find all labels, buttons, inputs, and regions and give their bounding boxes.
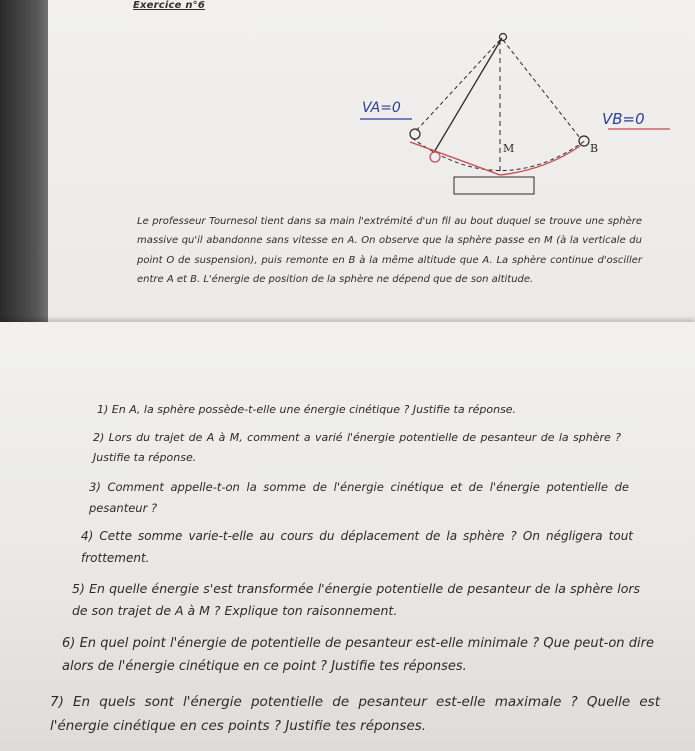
string-to-b xyxy=(503,40,580,138)
question-7: 7) En quels sont l'énergie potentielle de pesanteur est-elle maximale ? Quelle est l'énergie cinétique en ces points ? Justifie tes réponses. xyxy=(50,694,660,734)
question-5: 5) En quelle énergie s'est transformée l'énergie potentielle de pesanteur de la sphère lors de son trajet de A à M ? Explique ton raisonnement. xyxy=(72,581,640,618)
question-4: 4) Cette somme varie-t-elle au cours du déplacement de la sphère ? On négligera tout frottement. xyxy=(81,529,633,565)
question-3: 3) Comment appelle-t-on la somme de l'énergie cinétique et de l'énergie potentielle de pesanteur ? xyxy=(89,480,629,515)
exercise-title: Exercice n°6 xyxy=(133,0,206,11)
string-to-a xyxy=(415,40,500,132)
pendulum-diagram xyxy=(340,20,670,200)
va-annotation: VA=0 xyxy=(362,100,401,116)
exercise-intro: Le professeur Tournesol tient dans sa main l'extrémité d'un fil au bout duquel se trouve une sphère massive qu'il abandonne sans vitesse en A. On observe que la sphère passe en M (à la verticale du point O de suspension), puis remonte en B à la même altitude que A. La sphère continue d'osciller entre A et B. L'énergie de position de la sphère ne dépend que de son altitude. xyxy=(137,216,642,285)
question-6: 6) En quel point l'énergie de potentielle de pesanteur est-elle minimale ? Que peut-on dire alors de l'énergie cinétique en ce point ? Justifie tes réponses. xyxy=(62,636,654,674)
sphere-current xyxy=(430,152,440,162)
vb-annotation: VB=0 xyxy=(602,110,645,128)
string-current xyxy=(433,38,502,154)
support-base xyxy=(454,177,534,194)
point-m-label: M xyxy=(503,142,515,155)
sphere-a xyxy=(410,129,420,139)
question-2: 2) Lors du trajet de A à M, comment a varié l'énergie potentielle de pesanteur de la sphère ? Justifie ta réponse. xyxy=(93,431,621,464)
point-b-label: B xyxy=(590,142,599,155)
question-1: 1) En A, la sphère possède-t-elle une énergie cinétique ? Justifie ta réponse. xyxy=(97,403,517,416)
